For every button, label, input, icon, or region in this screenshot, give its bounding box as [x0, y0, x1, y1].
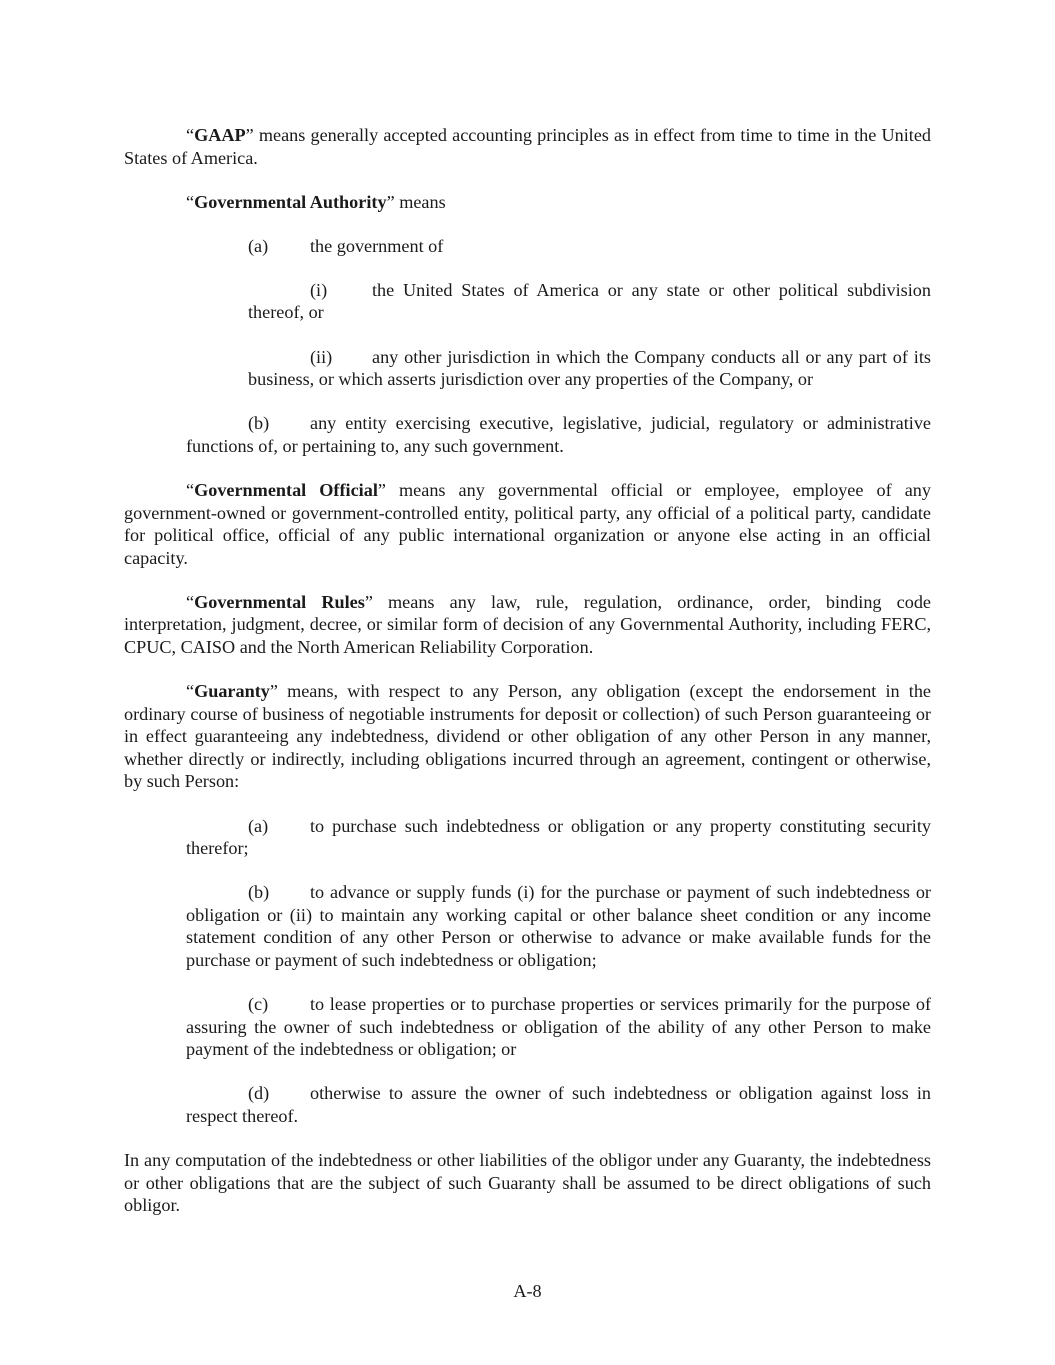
term-guaranty: Guaranty — [194, 681, 270, 702]
guaranty-clause-a: (a) to purchase such indebtedness or obligation or any property constituting security therefor; — [186, 815, 931, 859]
governmental-authority-clause-i: (i) the United States of America or any state or other political subdivision thereof, or — [248, 279, 931, 323]
guaranty-clause-b: (b) to advance or supply funds (i) for the purchase or payment of such indebtedness or obligation or (ii) to maintain any working capital or other balance sheet condition or any income statement condition of any other Person or otherwise to advance or make available funds for the purchase or payment of such indebtedness or obligation; — [186, 882, 931, 971]
governmental-authority-clause-ii: (ii) any other jurisdiction in which the Company conducts all or any part of its business, or which asserts jurisdiction over any properties of the Company, or — [248, 346, 931, 390]
page-number: A-8 — [513, 1281, 542, 1301]
definition-governmental-authority: “Governmental Authority” means — [186, 191, 446, 212]
document-page — [124, 124, 931, 1217]
definition-governmental-rules: “Governmental Rules” means any law, rule, regulation, ordinance, order, binding code interpretation, judgment, decree, or similar form of decision of any Governmental Authority, including FERC, CPUC, CAISO and the North American Reliability Corporation. — [124, 591, 931, 657]
guaranty-clause-d: (d) otherwise to assure the owner of such indebtedness or obligation against loss in respect thereof. — [186, 1083, 931, 1126]
definition-governmental-official: “Governmental Official” means any governmental official or employee, employee of any government-owned or government-controlled entity, political party, any official of a political party, candidate for political office, official of any public international organization or anyone else acting in an official capacity. — [124, 479, 931, 568]
definition-gaap: “GAAP” means generally accepted accounting principles as in effect from time to time in the United States of America. — [124, 125, 931, 168]
term-governmental-authority: Governmental Authority — [194, 191, 387, 212]
governmental-authority-clause-a: (a) the government of — [248, 235, 444, 256]
term-governmental-rules: Governmental Rules — [194, 591, 365, 612]
guaranty-clause-c: (c) to lease properties or to purchase properties or services primarily for the purpose of assuring the owner of such indebtedness or obligation of the ability of any other Person to make payment of the indebtedness or obligation; or — [186, 994, 931, 1060]
term-gaap: GAAP — [194, 125, 246, 145]
guaranty-closing-paragraph: In any computation of the indebtedness or other liabilities of the obligor under any Guaranty, the indebtedness or other obligations that are the subject of such Guaranty shall be assumed to be direct obligations of such obligor. — [124, 1150, 931, 1216]
term-governmental-official: Governmental Official — [194, 479, 378, 500]
governmental-authority-clause-b: (b) any entity exercising executive, legislative, judicial, regulatory or administrative functions of, or pertaining to, any such government. — [186, 413, 931, 456]
definition-guaranty: “Guaranty” means, with respect to any Person, any obligation (except the endorsement in the ordinary course of business of negotiable instruments for deposit or collection) of such Person guaranteeing or in effect guaranteeing any indebtedness, dividend or other obligation of any other Person in any manner, whether directly or indirectly, including obligations incurred through an agreement, contingent or otherwise, by such Person: — [124, 681, 931, 792]
